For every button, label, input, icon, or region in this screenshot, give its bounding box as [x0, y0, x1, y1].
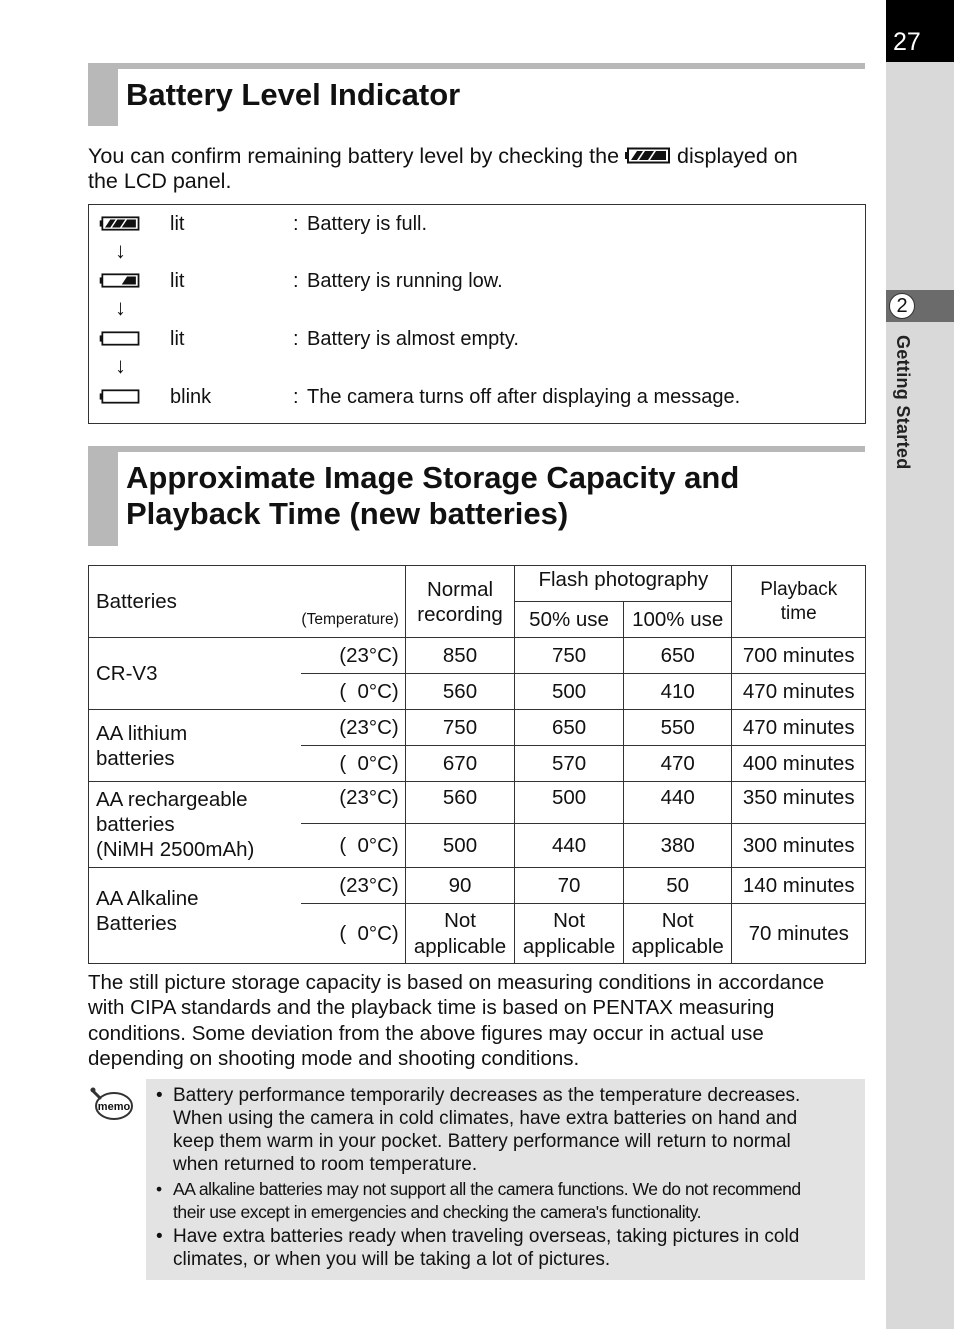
section-title [126, 460, 739, 532]
normal-cell: 670 [405, 746, 515, 782]
temperature-cell: ( 0°C) [301, 674, 405, 710]
normal-cell: 500 [405, 824, 515, 868]
flash50-cell: 750 [515, 638, 624, 674]
heading-top-rule [88, 63, 865, 69]
normal-cell: 750 [405, 710, 515, 746]
heading-bar [88, 446, 118, 546]
indicator-state: blink [170, 386, 212, 408]
temperature-cell: ( 0°C) [301, 746, 405, 782]
indicator-colon: : [293, 270, 299, 292]
header-playback-line2: time [780, 602, 817, 624]
indicator-state: lit [170, 270, 185, 292]
down-arrow-icon: ↓ [115, 238, 126, 263]
indicator-row [89, 212, 865, 236]
section-title-line2: Playback Time (new batteries) [126, 496, 569, 531]
memo-line: When using the camera in cold climates, have extra batteries on hand and [173, 1108, 798, 1129]
normal-cell: 560 [405, 674, 515, 710]
flash100-cell: 550 [623, 710, 732, 746]
header-playback-time [732, 566, 866, 638]
footnote-line: depending on shooting mode and shooting conditions. [88, 1046, 580, 1070]
memo-line: Battery performance temporarily decreases as the temperature decreases. [173, 1085, 801, 1106]
memo-line: keep them warm in your pocket. Battery performance will return to normal [173, 1131, 791, 1152]
flash100-cell: Not applicable [623, 904, 732, 964]
section-heading-battery-level [88, 63, 865, 126]
memo-line: their use except in emergencies and checking the camera's functionality. [173, 1202, 702, 1222]
chapter-label: Getting Started [893, 335, 913, 470]
memo-line: climates, or when you will be taking a lot of pictures. [173, 1249, 611, 1270]
flash50-cell: 500 [515, 782, 624, 824]
memo-line: when returned to room temperature. [173, 1154, 478, 1175]
header-flash-100: 100% use [623, 602, 732, 638]
flash100-cell: 470 [623, 746, 732, 782]
battery-name-line: AA lithium [96, 721, 188, 745]
battery-name [89, 710, 302, 782]
capacity-table [88, 565, 866, 964]
indicator-colon: : [293, 328, 299, 350]
flash100-cell: 650 [623, 638, 732, 674]
header-batteries: Batteries [89, 566, 302, 638]
indicator-colon: : [293, 213, 299, 235]
indicator-colon: : [293, 386, 299, 408]
bullet: • [156, 1226, 163, 1247]
memo-line: Have extra batteries ready when traveling overseas, taking pictures in cold [173, 1226, 800, 1247]
intro-paragraph [88, 144, 866, 194]
intro-text-line2: the LCD panel. [88, 169, 232, 193]
intro-text-after-icon: displayed on [677, 144, 798, 168]
temperature-cell: (23°C) [301, 868, 405, 904]
memo-box [146, 1079, 865, 1280]
indicator-description: Battery is full. [307, 213, 428, 235]
indicator-description: The camera turns off after displaying a message. [307, 386, 741, 408]
battery-name-line: (NiMH 2500mAh) [96, 838, 255, 861]
playback-cell: 350 minutes [732, 782, 866, 824]
battery-name-line: Batteries [96, 912, 177, 935]
battery-low-icon [99, 273, 141, 288]
battery-full-icon [99, 216, 141, 231]
battery-name [89, 868, 302, 964]
chapter-side-strip [886, 0, 954, 1329]
battery-name-line: AA rechargeable [96, 788, 248, 811]
intro-text-before-icon: You can confirm remaining battery level by checking the [88, 144, 620, 168]
indicator-description: Battery is running low. [307, 270, 503, 292]
playback-cell: 700 minutes [732, 638, 866, 674]
battery-name-line: batteries [96, 746, 175, 770]
temperature-cell: (23°C) [301, 782, 405, 824]
playback-cell: 400 minutes [732, 746, 866, 782]
flash100-cell: 380 [623, 824, 732, 868]
flash50-cell: 650 [515, 710, 624, 746]
section-heading-storage-capacity [88, 446, 865, 546]
playback-cell: 470 minutes [732, 674, 866, 710]
bullet: • [156, 1179, 162, 1199]
memo-item [156, 1178, 858, 1224]
section-title-line1: Approximate Image Storage Capacity and [126, 460, 740, 495]
header-temperature [301, 566, 405, 638]
indicator-description: Battery is almost empty. [307, 328, 519, 350]
flash100-cell: 50 [623, 868, 732, 904]
header-temperature-text: (Temperature) [301, 611, 399, 628]
indicator-state: lit [170, 328, 185, 350]
temperature-cell: ( 0°C) [301, 824, 405, 868]
flash100-cell: 440 [623, 782, 732, 824]
flash50-cell: 440 [515, 824, 624, 868]
battery-name-line: AA Alkaline [96, 887, 199, 910]
flash50-cell: 70 [515, 868, 624, 904]
footnote-line: The still picture storage capacity is based on measuring conditions in accordance [88, 971, 825, 994]
temperature-cell: (23°C) [301, 710, 405, 746]
capacity-footnote [88, 970, 866, 1071]
battery-full-icon [625, 147, 671, 164]
playback-cell: 140 minutes [732, 868, 866, 904]
bullet: • [156, 1085, 163, 1106]
playback-cell: 300 minutes [732, 824, 866, 868]
playback-cell: 70 minutes [732, 904, 866, 964]
normal-cell: 90 [405, 868, 515, 904]
memo-icon-text: memo [97, 1101, 131, 1113]
normal-cell: 850 [405, 638, 515, 674]
heading-top-rule [88, 446, 865, 452]
footnote-line: with CIPA standards and the playback time is based on PENTAX measuring [88, 996, 775, 1020]
temperature-cell: ( 0°C) [301, 904, 405, 964]
battery-empty-icon [99, 389, 141, 404]
flash100-cell: 410 [623, 674, 732, 710]
indicator-row [89, 327, 865, 351]
playback-cell: 470 minutes [732, 710, 866, 746]
section-title: Battery Level Indicator [126, 77, 461, 112]
flash50-cell: Not applicable [515, 904, 624, 964]
memo-icon [90, 1086, 134, 1122]
header-normal-recording [405, 566, 515, 638]
indicator-row [89, 385, 865, 409]
normal-cell: Not applicable [405, 904, 515, 964]
heading-bar [88, 63, 118, 126]
chapter-number: 2 [889, 293, 915, 319]
battery-name: CR-V3 [89, 638, 302, 710]
battery-name-line: batteries [96, 813, 175, 836]
memo-item [156, 1225, 858, 1271]
indicator-state: lit [170, 213, 185, 235]
footnote-line: conditions. Some deviation from the above figures may occur in actual use [88, 1021, 764, 1045]
flash50-cell: 570 [515, 746, 624, 782]
down-arrow-icon: ↓ [115, 295, 126, 320]
page-number: 27 [893, 28, 921, 56]
memo-item [156, 1084, 858, 1176]
battery-name [89, 782, 302, 868]
header-flash-50: 50% use [515, 602, 624, 638]
header-playback-line1: Playback [760, 578, 838, 600]
battery-empty-icon [99, 331, 141, 346]
header-flash-photography: Flash photography [515, 566, 732, 602]
header-normal-line2: recording [417, 602, 503, 626]
indicator-row [89, 269, 865, 293]
down-arrow-icon: ↓ [115, 353, 126, 378]
memo-line: AA alkaline batteries may not support all the camera functions. We do not recommend [173, 1179, 801, 1199]
temperature-cell: (23°C) [301, 638, 405, 674]
flash50-cell: 500 [515, 674, 624, 710]
normal-cell: 560 [405, 782, 515, 824]
header-normal-line1: Normal [426, 577, 494, 601]
battery-indicator-box [88, 204, 866, 424]
